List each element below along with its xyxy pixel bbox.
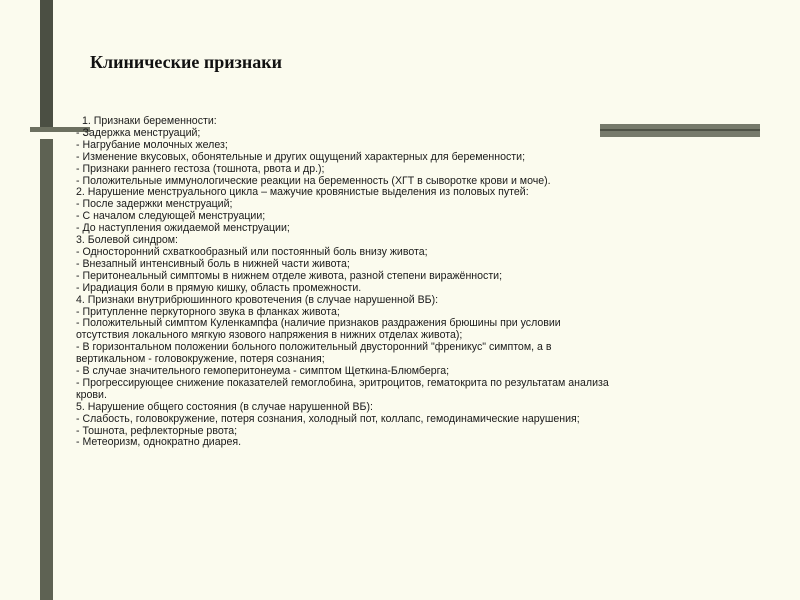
body-line: - Положительные иммунологические реакции на беременность (ХГТ в сыворотке крови и моче). (76, 174, 551, 187)
body-line: 3. Болевой синдром: (76, 234, 178, 247)
body-line: - Изменение вкусовых, обонятельные и других ощущений характерных для беременности; (76, 150, 526, 163)
body-line: - Тошнота, рефлекторные рвота; (76, 424, 238, 437)
body-line: крови. (76, 388, 107, 401)
slide-title: Клинические признаки (90, 52, 282, 72)
body-line: 2. Нарушение менструального цикла – мажучие кровянистые выделения из половых путей: (76, 186, 529, 199)
left-decorative-band (40, 0, 53, 600)
body-line: - Метеоризм, однократно диарея. (76, 436, 242, 449)
slide-body (76, 116, 766, 449)
body-line: 4. Признаки внутрибрюшинного кровотечения (в случае нарушенной ВБ): (76, 293, 439, 306)
body-line: 1. Признаки беременности: (82, 115, 217, 127)
body-line: - Внезапный интенсивный боль в нижней части живота; (76, 257, 350, 270)
body-line: - Положительный симптом Куленкампфа (наличие признаков раздражения брюшины при условии (76, 317, 561, 330)
body-line: вертикальном - головокружение, потеря сознания; (76, 353, 325, 366)
body-line: - Задержка менструаций; (76, 126, 201, 139)
body-line: - В горизонтальном положении больного положительный двусторонний "френикус" симптом, а в (76, 341, 552, 354)
left-band-bottom (40, 139, 53, 600)
body-line: - В случае значительного гемоперитонеума - симптом Щеткина-Блюмберга; (76, 365, 450, 378)
body-line: - С началом следующей менструации; (76, 210, 266, 223)
left-band-top (40, 0, 53, 128)
body-line: - Ирадиация боли в прямую кишку, область промежности. (76, 281, 362, 294)
body-line: - Слабость, головокружение, потеря сознания, холодный пот, коллапс, гемодинамические нарушения; (76, 412, 580, 425)
body-line: 5. Нарушение общего состояния (в случае нарушенной ВБ): (76, 400, 373, 413)
body-line: - До наступления ожидаемой менструации; (76, 222, 290, 235)
body-line: - Прогрессирующее снижение показателей гемоглобина, эритроцитов, гематокрита по результатам анализа (76, 376, 609, 389)
body-line: - Перитонеальный симптомы в нижнем отделе живота, разной степени виражённости; (76, 269, 503, 282)
body-line: - Притупленне перкуторного звука в фланках живота; (76, 305, 340, 318)
body-line: - После задержки менструаций; (76, 198, 233, 211)
body-line: - Нагрубание молочных желез; (76, 138, 228, 151)
body-line: - Признаки раннего гестоза (тошнота, рвота и др.); (76, 162, 325, 175)
body-line: отсутствия локального мягкую язового напряжения в нижних отделах живота); (76, 329, 463, 342)
body-line: - Односторонний схваткообразный или постоянный боль внизу живота; (76, 245, 428, 258)
